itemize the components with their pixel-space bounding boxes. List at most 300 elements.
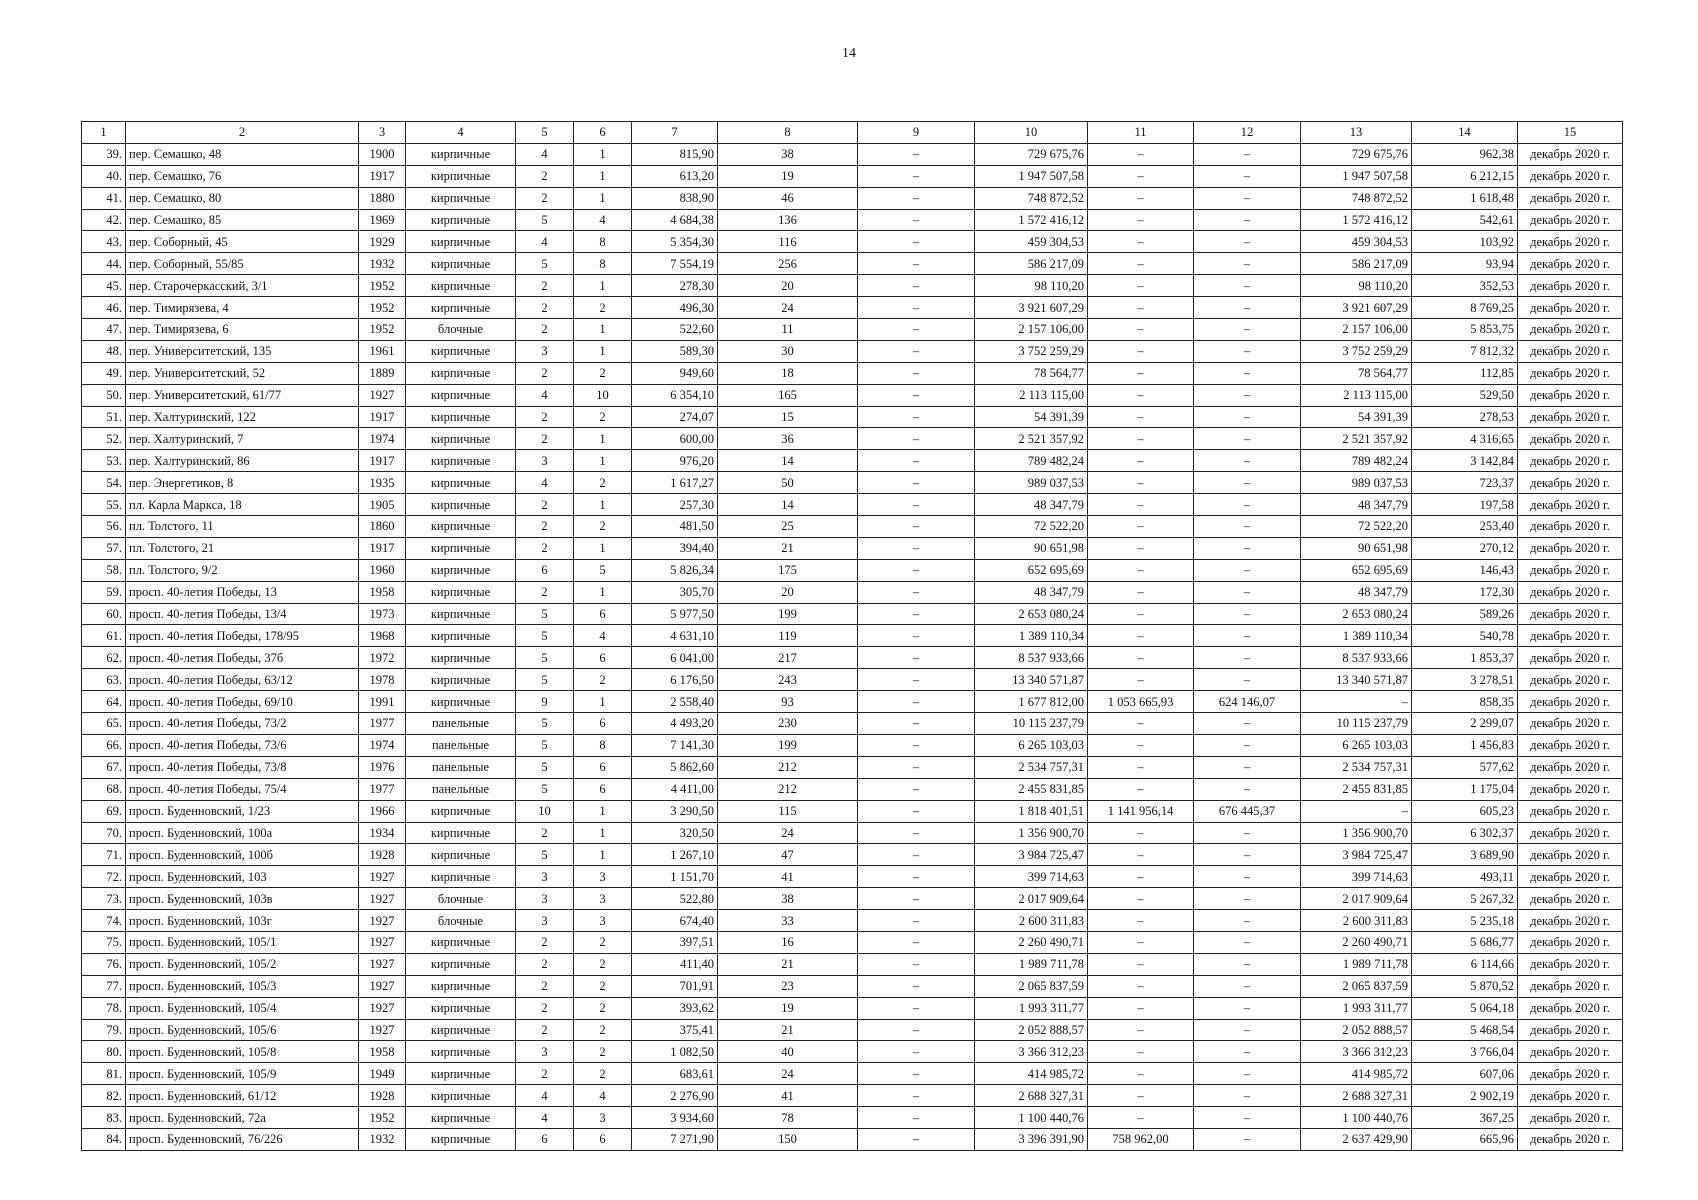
- table-cell: 90 651,98: [1301, 537, 1412, 559]
- table-cell: 8 537 933,66: [1301, 647, 1412, 669]
- table-cell: 683,61: [632, 1063, 718, 1085]
- table-cell: –: [858, 275, 975, 297]
- table-cell: 399 714,63: [975, 866, 1088, 888]
- table-cell: просп. 40-летия Победы, 69/10: [126, 691, 359, 713]
- table-row: [82, 691, 1623, 713]
- table-cell: 5 267,32: [1412, 888, 1518, 910]
- table-row: [82, 340, 1623, 362]
- table-row: [82, 209, 1623, 231]
- table-cell: кирпичные: [406, 209, 516, 231]
- column-header: 5: [516, 122, 574, 144]
- table-cell: 1 572 416,12: [1301, 209, 1412, 231]
- table-cell: 78 564,77: [975, 362, 1088, 384]
- table-cell: 54 391,39: [1301, 406, 1412, 428]
- table-cell: 48 347,79: [975, 494, 1088, 516]
- table-cell: –: [1194, 297, 1301, 319]
- column-header: 2: [126, 122, 359, 144]
- table-cell: 14: [718, 494, 858, 516]
- table-cell: 5 235,18: [1412, 910, 1518, 932]
- table-cell: 10: [574, 384, 632, 406]
- table-cell: просп. 40-летия Победы, 75/4: [126, 778, 359, 800]
- table-cell: просп. Буденновский, 105/3: [126, 975, 359, 997]
- table-cell: –: [1088, 975, 1194, 997]
- table-cell: –: [1194, 778, 1301, 800]
- table-cell: 2: [574, 362, 632, 384]
- table-cell: 2: [516, 516, 574, 538]
- table-cell: 146,43: [1412, 559, 1518, 581]
- table-cell: декабрь 2020 г.: [1518, 756, 1623, 778]
- table-cell: –: [1088, 778, 1194, 800]
- table-cell: 52.: [82, 428, 126, 450]
- table-cell: 3 921 607,29: [975, 297, 1088, 319]
- table-cell: 1: [574, 822, 632, 844]
- table-cell: –: [1194, 406, 1301, 428]
- table-cell: –: [858, 844, 975, 866]
- table-cell: 676 445,37: [1194, 800, 1301, 822]
- table-cell: 20: [718, 581, 858, 603]
- table-cell: 9: [516, 691, 574, 713]
- table-cell: –: [858, 756, 975, 778]
- table-cell: кирпичные: [406, 450, 516, 472]
- table-cell: пл. Карла Маркса, 18: [126, 494, 359, 516]
- table-cell: декабрь 2020 г.: [1518, 822, 1623, 844]
- table-cell: 1 151,70: [632, 866, 718, 888]
- table-cell: 976,20: [632, 450, 718, 472]
- table-row: [82, 253, 1623, 275]
- table-cell: 243: [718, 669, 858, 691]
- table-cell: просп. Буденновский, 105/2: [126, 953, 359, 975]
- table-cell: 2: [516, 931, 574, 953]
- table-cell: кирпичные: [406, 516, 516, 538]
- table-row: [82, 516, 1623, 538]
- table-cell: 2 113 115,00: [1301, 384, 1412, 406]
- table-cell: кирпичные: [406, 800, 516, 822]
- table-cell: 6 265 103,03: [975, 734, 1088, 756]
- table-cell: декабрь 2020 г.: [1518, 910, 1623, 932]
- table-cell: –: [1194, 516, 1301, 538]
- table-cell: пер. Университетский, 135: [126, 340, 359, 362]
- table-cell: –: [1088, 537, 1194, 559]
- table-cell: 2 521 357,92: [1301, 428, 1412, 450]
- table-row: [82, 953, 1623, 975]
- table-cell: 1927: [359, 888, 406, 910]
- table-cell: декабрь 2020 г.: [1518, 844, 1623, 866]
- table-cell: 13 340 571,87: [1301, 669, 1412, 691]
- table-cell: 18: [718, 362, 858, 384]
- table-cell: 2 653 080,24: [1301, 603, 1412, 625]
- table-cell: 1 818 401,51: [975, 800, 1088, 822]
- table-cell: 217: [718, 647, 858, 669]
- table-cell: 748 872,52: [975, 187, 1088, 209]
- table-cell: –: [1194, 1063, 1301, 1085]
- table-cell: –: [1088, 931, 1194, 953]
- table-cell: 1927: [359, 997, 406, 1019]
- table-cell: –: [1194, 734, 1301, 756]
- table-cell: 1917: [359, 537, 406, 559]
- table-cell: декабрь 2020 г.: [1518, 275, 1623, 297]
- table-row: [82, 647, 1623, 669]
- table-cell: 72 522,20: [1301, 516, 1412, 538]
- table-cell: 10 115 237,79: [1301, 713, 1412, 735]
- table-cell: 165: [718, 384, 858, 406]
- table-cell: пл. Толстого, 9/2: [126, 559, 359, 581]
- table-cell: –: [1194, 319, 1301, 341]
- table-cell: 68.: [82, 778, 126, 800]
- table-cell: кирпичные: [406, 1063, 516, 1085]
- table-cell: 352,53: [1412, 275, 1518, 297]
- table-cell: кирпичные: [406, 297, 516, 319]
- table-cell: просп. Буденновский, 72а: [126, 1107, 359, 1129]
- table-cell: 3: [516, 340, 574, 362]
- table-cell: 1: [574, 319, 632, 341]
- table-cell: 1917: [359, 165, 406, 187]
- table-cell: 2: [574, 516, 632, 538]
- table-cell: 1974: [359, 734, 406, 756]
- table-row: [82, 362, 1623, 384]
- table-cell: просп. 40-летия Победы, 73/2: [126, 713, 359, 735]
- table-cell: кирпичные: [406, 931, 516, 953]
- table-cell: 1972: [359, 647, 406, 669]
- table-cell: 1 141 956,14: [1088, 800, 1194, 822]
- table-cell: 1860: [359, 516, 406, 538]
- table-cell: 1949: [359, 1063, 406, 1085]
- table-cell: кирпичные: [406, 143, 516, 165]
- table-cell: –: [1194, 165, 1301, 187]
- table-cell: 199: [718, 734, 858, 756]
- table-cell: 4: [516, 231, 574, 253]
- table-cell: 21: [718, 1019, 858, 1041]
- table-cell: блочные: [406, 888, 516, 910]
- table-cell: 199: [718, 603, 858, 625]
- table-cell: –: [858, 143, 975, 165]
- table-cell: –: [1194, 888, 1301, 910]
- table-cell: 586 217,09: [975, 253, 1088, 275]
- table-cell: 2: [516, 319, 574, 341]
- table-cell: 115: [718, 800, 858, 822]
- table-cell: декабрь 2020 г.: [1518, 669, 1623, 691]
- table-cell: панельные: [406, 734, 516, 756]
- table-cell: 63.: [82, 669, 126, 691]
- table-cell: 2: [574, 297, 632, 319]
- table-cell: пер. Семашко, 76: [126, 165, 359, 187]
- table-cell: 8: [574, 231, 632, 253]
- table-cell: 5: [516, 713, 574, 735]
- table-cell: 4: [516, 143, 574, 165]
- table-cell: 79.: [82, 1019, 126, 1041]
- table-cell: 1 853,37: [1412, 647, 1518, 669]
- table-cell: 2 455 831,85: [975, 778, 1088, 800]
- table-cell: 40: [718, 1041, 858, 1063]
- table-cell: 8: [574, 734, 632, 756]
- table-cell: пл. Толстого, 21: [126, 537, 359, 559]
- table-cell: 76.: [82, 953, 126, 975]
- table-cell: –: [858, 734, 975, 756]
- table-cell: 5 354,30: [632, 231, 718, 253]
- table-cell: 6: [574, 603, 632, 625]
- table-cell: декабрь 2020 г.: [1518, 384, 1623, 406]
- table-cell: 38: [718, 888, 858, 910]
- table-cell: 5: [516, 734, 574, 756]
- table-cell: декабрь 2020 г.: [1518, 253, 1623, 275]
- table-cell: 1 456,83: [1412, 734, 1518, 756]
- table-cell: 74.: [82, 910, 126, 932]
- table-cell: 2: [574, 931, 632, 953]
- table-cell: кирпичные: [406, 975, 516, 997]
- table-row: [82, 778, 1623, 800]
- table-cell: 6: [574, 778, 632, 800]
- table-cell: 1: [574, 844, 632, 866]
- table-cell: 2 534 757,31: [975, 756, 1088, 778]
- table-cell: просп. Буденновский, 103в: [126, 888, 359, 910]
- table-cell: 2 521 357,92: [975, 428, 1088, 450]
- table-cell: 729 675,76: [1301, 143, 1412, 165]
- table-cell: 80.: [82, 1041, 126, 1063]
- table-cell: кирпичные: [406, 384, 516, 406]
- column-header: 14: [1412, 122, 1518, 144]
- table-cell: 6: [574, 1128, 632, 1150]
- table-cell: 375,41: [632, 1019, 718, 1041]
- table-cell: –: [1194, 1019, 1301, 1041]
- table-row: [82, 1128, 1623, 1150]
- table-cell: 838,90: [632, 187, 718, 209]
- table-cell: 3 934,60: [632, 1107, 718, 1129]
- table-cell: 1: [574, 537, 632, 559]
- table-cell: просп. Буденновский, 100б: [126, 844, 359, 866]
- table-cell: декабрь 2020 г.: [1518, 297, 1623, 319]
- table-cell: –: [1088, 844, 1194, 866]
- table-cell: 72 522,20: [975, 516, 1088, 538]
- table-cell: 1: [574, 187, 632, 209]
- table-cell: –: [858, 953, 975, 975]
- table-cell: 44.: [82, 253, 126, 275]
- table-cell: 25: [718, 516, 858, 538]
- table-cell: –: [1088, 910, 1194, 932]
- table-cell: 3: [574, 888, 632, 910]
- table-cell: 5: [516, 756, 574, 778]
- table-cell: 278,30: [632, 275, 718, 297]
- table-cell: кирпичные: [406, 997, 516, 1019]
- table-cell: 3: [516, 450, 574, 472]
- table-cell: кирпичные: [406, 603, 516, 625]
- table-row: [82, 822, 1623, 844]
- table-cell: просп. Буденновский, 103: [126, 866, 359, 888]
- table-cell: –: [1088, 1019, 1194, 1041]
- table-cell: 8 769,25: [1412, 297, 1518, 319]
- table-row: [82, 800, 1623, 822]
- table-cell: 6: [574, 647, 632, 669]
- table-cell: 1 989 711,78: [975, 953, 1088, 975]
- table-cell: 47: [718, 844, 858, 866]
- table-cell: 3 752 259,29: [975, 340, 1088, 362]
- table-cell: блочные: [406, 910, 516, 932]
- table-cell: 5 853,75: [1412, 319, 1518, 341]
- table-cell: –: [858, 340, 975, 362]
- table-cell: –: [1088, 165, 1194, 187]
- table-cell: просп. Буденновский, 103г: [126, 910, 359, 932]
- table-cell: 54 391,39: [975, 406, 1088, 428]
- table-cell: 230: [718, 713, 858, 735]
- table-cell: 2: [516, 406, 574, 428]
- table-cell: 2 065 837,59: [975, 975, 1088, 997]
- table-cell: 367,25: [1412, 1107, 1518, 1129]
- table-row: [82, 231, 1623, 253]
- table-cell: 2: [516, 494, 574, 516]
- table-cell: –: [1088, 713, 1194, 735]
- table-cell: декабрь 2020 г.: [1518, 143, 1623, 165]
- table-row: [82, 1085, 1623, 1107]
- table-cell: 481,50: [632, 516, 718, 538]
- table-cell: 24: [718, 822, 858, 844]
- table-cell: кирпичные: [406, 647, 516, 669]
- table-cell: 61.: [82, 625, 126, 647]
- table-cell: 701,91: [632, 975, 718, 997]
- table-cell: 2 534 757,31: [1301, 756, 1412, 778]
- table-cell: 2 902,19: [1412, 1085, 1518, 1107]
- column-header: 15: [1518, 122, 1623, 144]
- table-cell: –: [1088, 581, 1194, 603]
- table-cell: пер. Халтуринский, 122: [126, 406, 359, 428]
- table-cell: 7 271,90: [632, 1128, 718, 1150]
- table-cell: –: [1194, 1107, 1301, 1129]
- table-cell: 6: [574, 756, 632, 778]
- table-row: [82, 756, 1623, 778]
- table-cell: 1889: [359, 362, 406, 384]
- table-cell: блочные: [406, 319, 516, 341]
- table-cell: –: [1088, 143, 1194, 165]
- table-cell: –: [1194, 931, 1301, 953]
- table-row: [82, 450, 1623, 472]
- table-cell: 72.: [82, 866, 126, 888]
- table-cell: 1927: [359, 866, 406, 888]
- table-cell: 652 695,69: [975, 559, 1088, 581]
- table-cell: декабрь 2020 г.: [1518, 165, 1623, 187]
- table-cell: 652 695,69: [1301, 559, 1412, 581]
- table-cell: –: [1088, 888, 1194, 910]
- table-cell: 989 037,53: [975, 472, 1088, 494]
- table-cell: 3 766,04: [1412, 1041, 1518, 1063]
- table-cell: 529,50: [1412, 384, 1518, 406]
- table-cell: –: [1088, 428, 1194, 450]
- table-cell: 77.: [82, 975, 126, 997]
- table-cell: просп. Буденновский, 61/12: [126, 1085, 359, 1107]
- table-cell: 5 870,52: [1412, 975, 1518, 997]
- table-cell: –: [1194, 1128, 1301, 1150]
- table-cell: –: [1194, 143, 1301, 165]
- table-cell: 65.: [82, 713, 126, 735]
- table-cell: 6: [516, 1128, 574, 1150]
- table-cell: 1952: [359, 1107, 406, 1129]
- table-cell: 3: [516, 910, 574, 932]
- table-cell: декабрь 2020 г.: [1518, 516, 1623, 538]
- table-cell: 6 354,10: [632, 384, 718, 406]
- table-cell: 1969: [359, 209, 406, 231]
- table-cell: 41: [718, 1085, 858, 1107]
- table-cell: 19: [718, 165, 858, 187]
- table-cell: 399 714,63: [1301, 866, 1412, 888]
- table-cell: 3 921 607,29: [1301, 297, 1412, 319]
- table-cell: 5 468,54: [1412, 1019, 1518, 1041]
- table-cell: 989 037,53: [1301, 472, 1412, 494]
- table-cell: –: [1088, 625, 1194, 647]
- table-cell: 1927: [359, 953, 406, 975]
- table-cell: 6 212,15: [1412, 165, 1518, 187]
- table-cell: 4: [574, 625, 632, 647]
- table-cell: –: [858, 997, 975, 1019]
- table-cell: 2 276,90: [632, 1085, 718, 1107]
- table-cell: 3 984 725,47: [975, 844, 1088, 866]
- table-cell: 320,50: [632, 822, 718, 844]
- table-cell: 64.: [82, 691, 126, 713]
- table-cell: кирпичные: [406, 275, 516, 297]
- table-cell: 723,37: [1412, 472, 1518, 494]
- table-cell: –: [858, 494, 975, 516]
- table-cell: кирпичные: [406, 494, 516, 516]
- table-row: [82, 1063, 1623, 1085]
- table-cell: 98 110,20: [1301, 275, 1412, 297]
- table-cell: –: [1088, 756, 1194, 778]
- table-cell: 51.: [82, 406, 126, 428]
- table-cell: 674,40: [632, 910, 718, 932]
- table-cell: декабрь 2020 г.: [1518, 1041, 1623, 1063]
- column-header: 11: [1088, 122, 1194, 144]
- table-cell: декабрь 2020 г.: [1518, 713, 1623, 735]
- table-cell: 4 411,00: [632, 778, 718, 800]
- table-cell: 2 558,40: [632, 691, 718, 713]
- table-cell: –: [1194, 362, 1301, 384]
- table-cell: –: [1194, 472, 1301, 494]
- table-cell: декабрь 2020 г.: [1518, 603, 1623, 625]
- table-cell: –: [1194, 428, 1301, 450]
- table-cell: 1: [574, 450, 632, 472]
- table-cell: –: [1194, 1085, 1301, 1107]
- table-cell: 2: [516, 975, 574, 997]
- table-cell: 19: [718, 997, 858, 1019]
- table-cell: 2: [574, 406, 632, 428]
- table-cell: декабрь 2020 г.: [1518, 778, 1623, 800]
- column-header: 1: [82, 122, 126, 144]
- table-cell: –: [858, 253, 975, 275]
- table-row: [82, 143, 1623, 165]
- table-cell: пер. Университетский, 52: [126, 362, 359, 384]
- table-cell: –: [858, 1019, 975, 1041]
- table-cell: декабрь 2020 г.: [1518, 625, 1623, 647]
- table-cell: 60.: [82, 603, 126, 625]
- table-cell: 3 752 259,29: [1301, 340, 1412, 362]
- table-cell: 93: [718, 691, 858, 713]
- table-row: [82, 559, 1623, 581]
- table-cell: 1927: [359, 975, 406, 997]
- table-cell: 1 572 416,12: [975, 209, 1088, 231]
- table-cell: –: [1194, 647, 1301, 669]
- table-cell: 2 688 327,31: [1301, 1085, 1412, 1107]
- table-cell: 414 985,72: [975, 1063, 1088, 1085]
- table-cell: кирпичные: [406, 559, 516, 581]
- table-cell: –: [1088, 647, 1194, 669]
- table-cell: –: [1088, 297, 1194, 319]
- table-cell: 5: [516, 669, 574, 691]
- table-cell: 3 366 312,23: [1301, 1041, 1412, 1063]
- table-cell: 50: [718, 472, 858, 494]
- table-cell: 30: [718, 340, 858, 362]
- table-row: [82, 537, 1623, 559]
- table-cell: 3 396 391,90: [975, 1128, 1088, 1150]
- table-cell: –: [1194, 494, 1301, 516]
- table-cell: 1952: [359, 275, 406, 297]
- table-cell: 1974: [359, 428, 406, 450]
- table-cell: просп. 40-летия Победы, 178/95: [126, 625, 359, 647]
- table-cell: просп. 40-летия Победы, 63/12: [126, 669, 359, 691]
- table-cell: 2 017 909,64: [975, 888, 1088, 910]
